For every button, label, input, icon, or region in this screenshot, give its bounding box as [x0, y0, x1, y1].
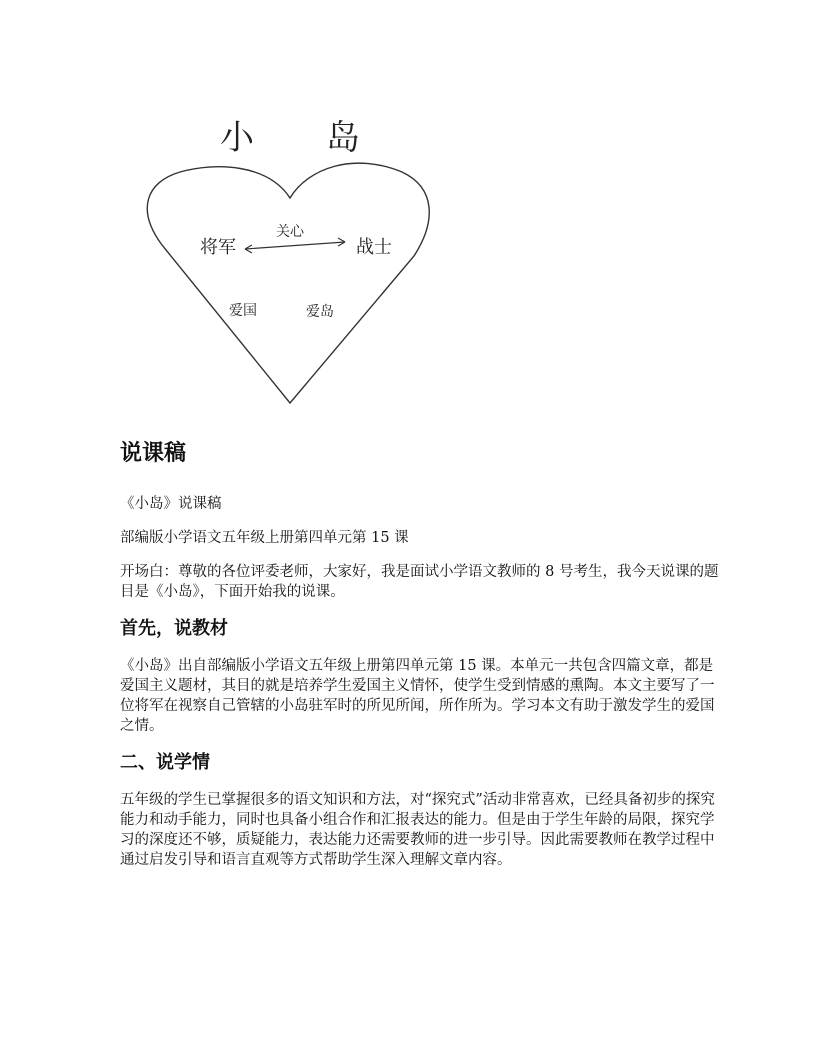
section-heading-students: 二、说学情: [120, 752, 210, 773]
document-title: 说课稿: [120, 441, 187, 466]
label-love-country: 爱国: [229, 303, 257, 319]
heart-outline: [140, 100, 440, 410]
section-heading-textbook: 首先，说教材: [120, 618, 228, 639]
opening-paragraph: 开场白：尊敬的各位评委老师，大家好，我是面试小学语文教师的 8 号考生，我今天说课的题目是《小岛》，下面开始我的说课。: [120, 564, 719, 600]
arrow-label-care: 关心: [276, 224, 304, 240]
lesson-subtitle: 《小岛》说课稿: [120, 496, 222, 512]
section-textbook-paragraph: 《小岛》出自部编版小学语文五年级上册第四单元第 15 课。本单元一共包含四篇文章，都是爱国主义题材，其目的就是培养学生爱国主义情怀，使学生受到情感的熏陶。本文主要写了一位将军在视察自己管辖的小岛驻军时的所见所闻，所作所为。学习本文有助于激发学生的爱国之情。: [120, 658, 715, 734]
section-students-paragraph: 五年级的学生已掌握很多的语文知识和方法，对“探究式”活动非常喜欢，已经具备初步的探究能力和动手能力，同时也具备小组合作和汇报表达的能力。但是由于学生年龄的局限，探究学习的深度还不够，质疑能力，表达能力还需要教师的进一步引导。因此需要教师在教学过程中通过启发引导和语言直观等方式帮助学生深入理解文章内容。: [120, 792, 715, 868]
heart-diagram: [140, 100, 440, 410]
label-love-island: 爱岛: [306, 304, 334, 320]
lesson-source: 部编版小学语文五年级上册第四单元第 15 课: [120, 530, 409, 546]
diagram-title-char-2: 岛: [326, 118, 360, 158]
document-body: [120, 438, 720, 884]
diagram-title-char-1: 小: [220, 118, 254, 158]
node-soldiers: 战士: [356, 237, 392, 258]
node-general: 将军: [200, 237, 236, 258]
care-arrow-line: [245, 242, 345, 249]
